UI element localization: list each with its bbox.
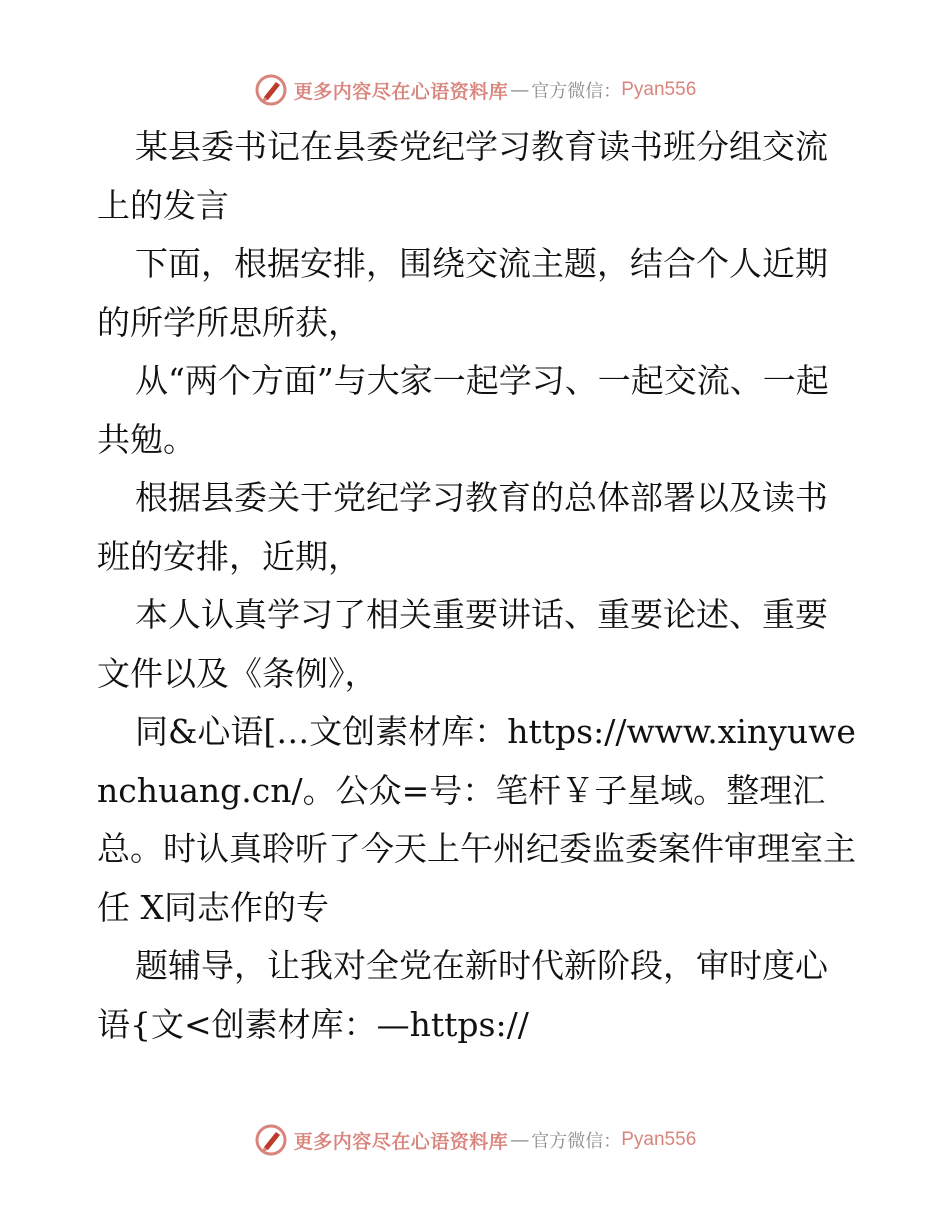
banner-wechat-id: Pyan556 xyxy=(621,79,697,100)
banner-title: 更多内容尽在心语资料库 xyxy=(293,80,509,103)
banner-separator: — xyxy=(510,79,530,101)
paragraph: 从“两个方面”与大家一起学习、一起交流、一起共勉。 xyxy=(97,361,829,459)
header-banner xyxy=(0,70,950,110)
document-body xyxy=(97,118,857,1054)
banner-wechat-label: 官方微信： xyxy=(531,1131,622,1152)
paragraph: 根据县委关于党纪学习教育的总体部署以及读书班的安排，近期， xyxy=(97,478,828,576)
paragraph-title: 某县委书记在县委党纪学习教育读书班分组交流上的发言 xyxy=(97,127,828,225)
banner-title: 更多内容尽在心语资料库 xyxy=(293,1130,509,1153)
paragraph: 同&心语[…文创素材库：https://www.xinyuwenchuang.cn/。公众=号：笔杆￥子星域。整理汇总。时认真聆听了今天上午州纪委监委案件审理室主任 X同志作的专 xyxy=(97,712,856,927)
footer-banner xyxy=(0,1120,950,1160)
banner-wechat-label: 官方微信： xyxy=(531,81,622,102)
paragraph: 本人认真学习了相关重要讲话、重要论述、重要文件以及《条例》， xyxy=(97,595,828,693)
banner-wechat-id: Pyan556 xyxy=(621,1129,697,1150)
banner-separator: — xyxy=(510,1129,530,1151)
paragraph: 题辅导，让我对全党在新时代新阶段，审时度心语{文<创素材库：—https:// xyxy=(97,946,828,1044)
pen-logo-icon xyxy=(254,1123,288,1157)
paragraph: 下面，根据安排，围绕交流主题，结合个人近期的所学所思所获， xyxy=(97,244,828,342)
pen-logo-icon xyxy=(254,73,288,107)
